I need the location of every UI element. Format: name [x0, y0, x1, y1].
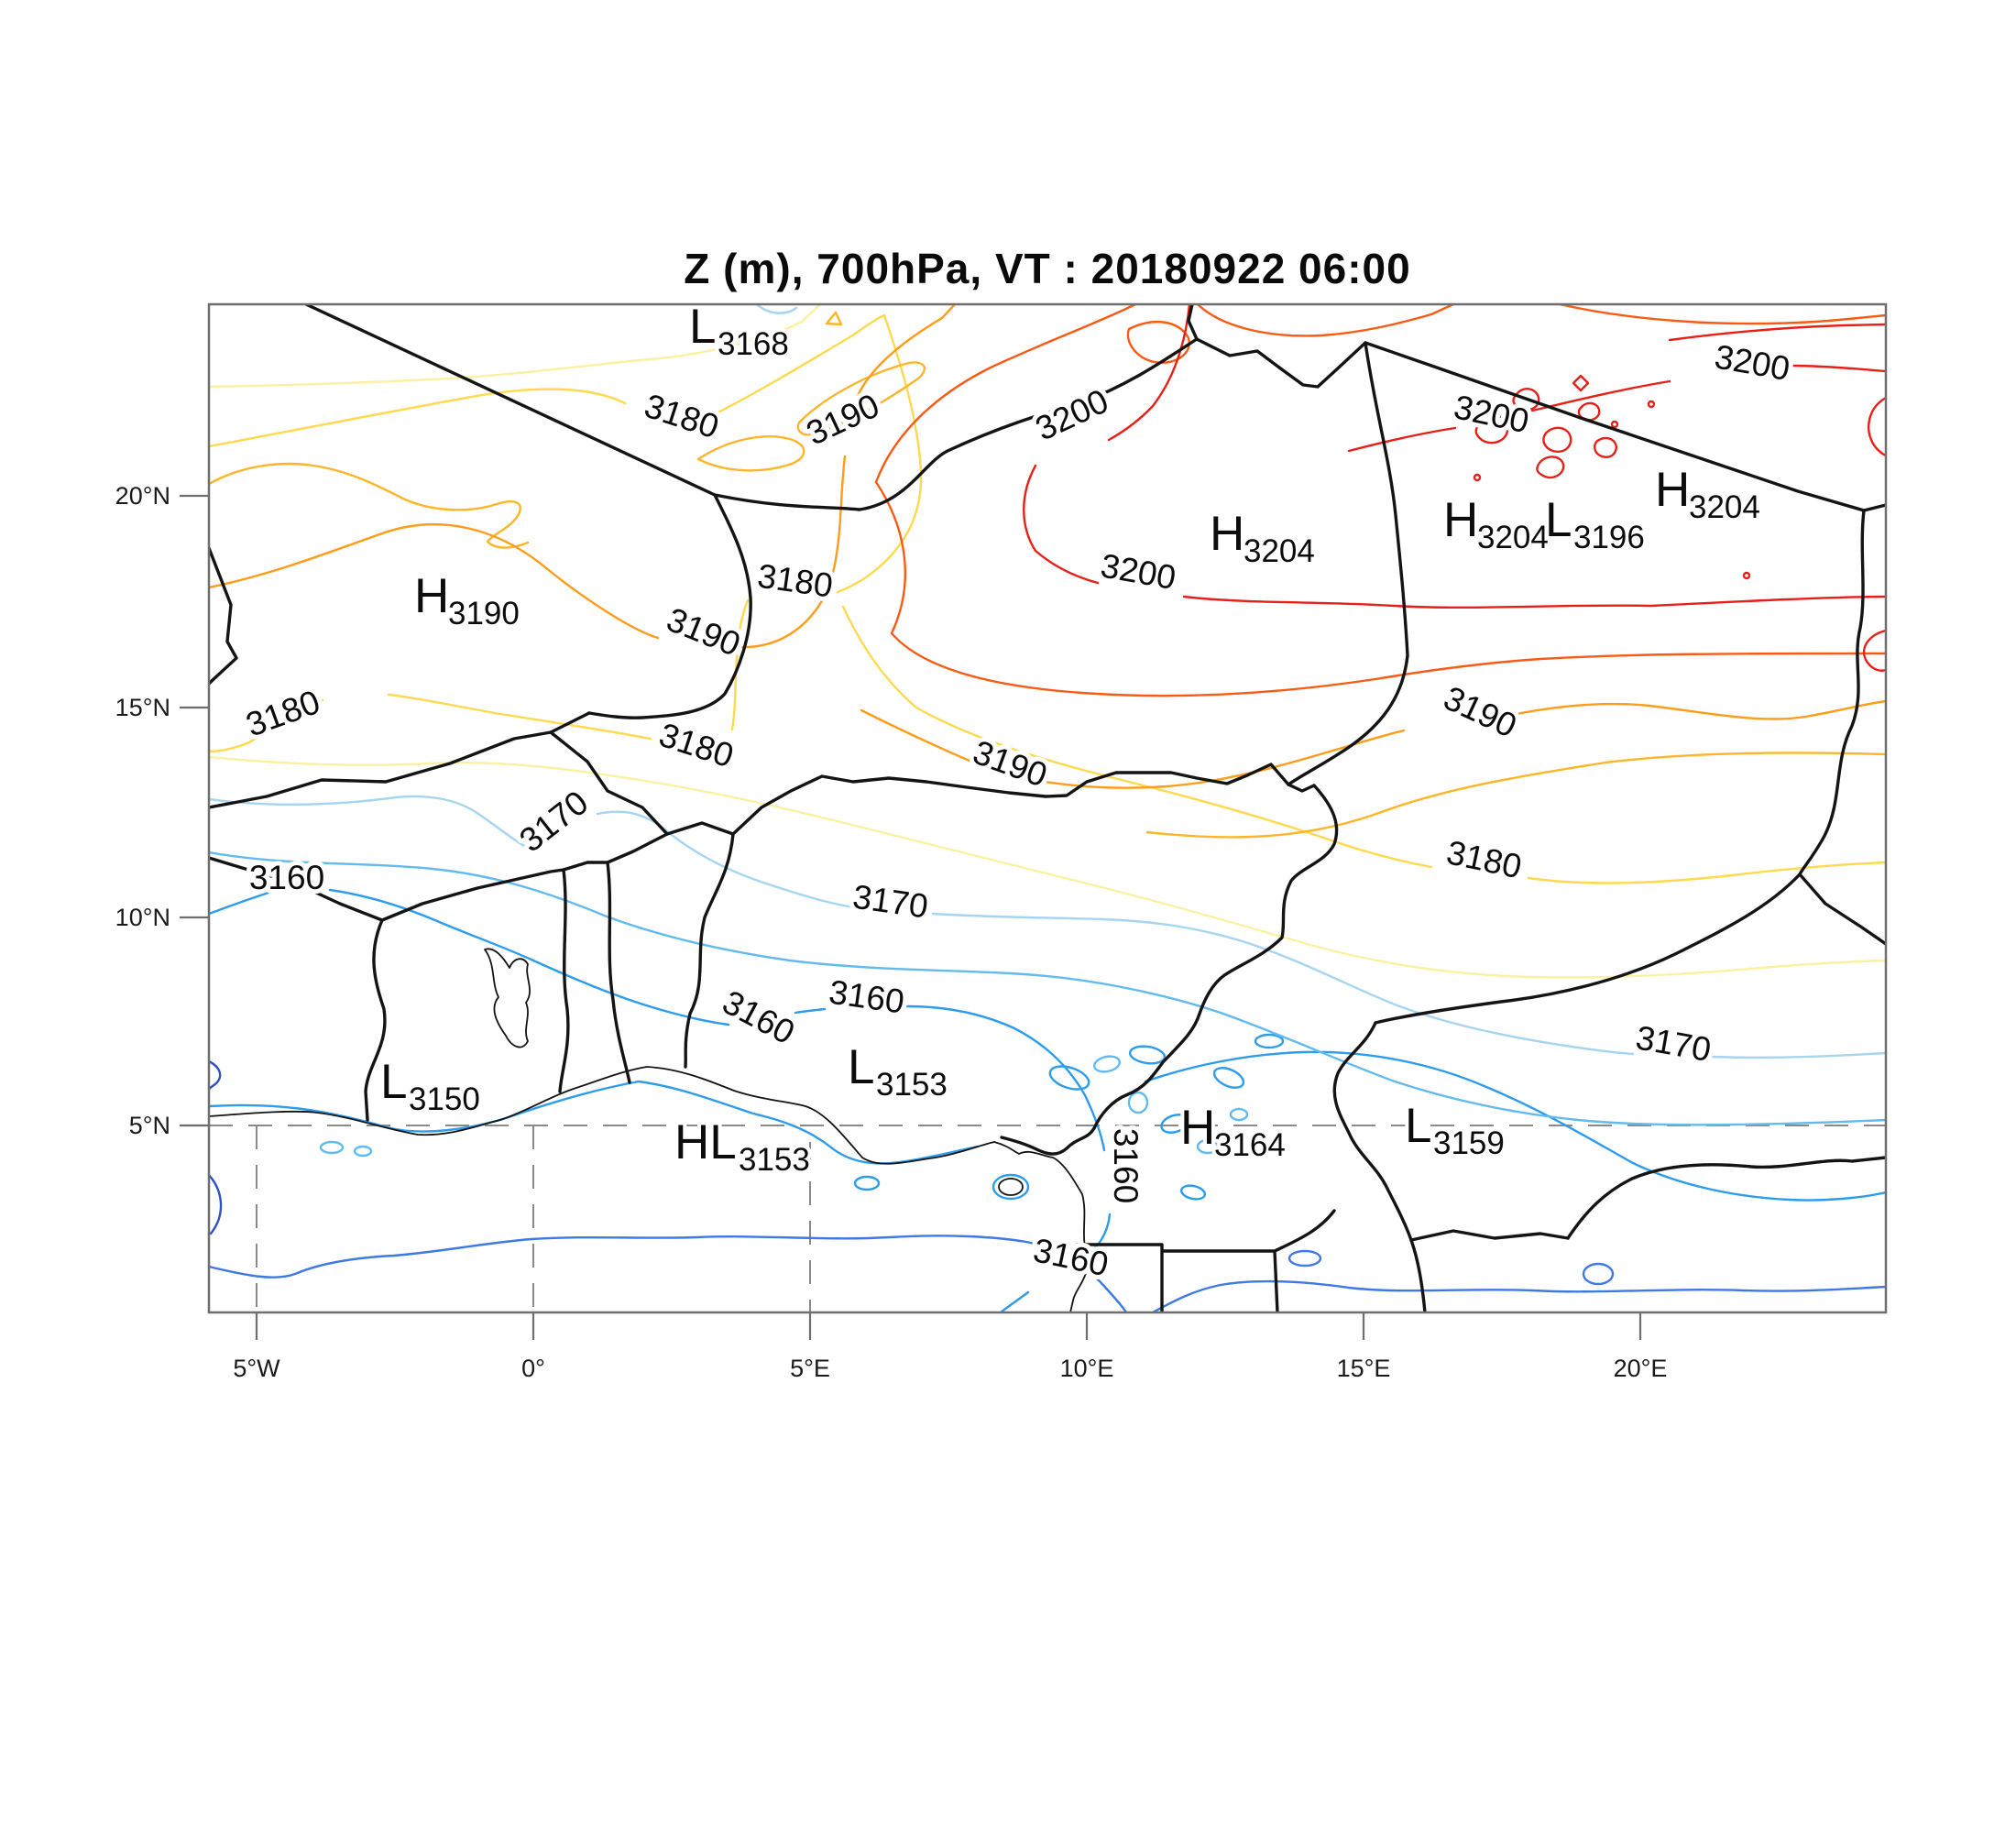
- extremum-value: 3190: [448, 596, 520, 631]
- extremum-letter: HL: [674, 1115, 737, 1169]
- map-title: Z (m), 700hPa, VT : 20180922 06:00: [684, 245, 1411, 292]
- extremum-value: 3159: [1433, 1125, 1505, 1161]
- map-frame: [209, 304, 1886, 1312]
- extremum-letter: L: [689, 300, 717, 354]
- extremum-letter: L: [848, 1040, 875, 1094]
- contour-label: 3160: [1030, 1231, 1112, 1284]
- extremum-letter: H: [1443, 493, 1479, 547]
- contour-label: 3190: [1438, 678, 1523, 745]
- longitude-axis: [233, 1312, 1667, 1382]
- extremum-value: 3164: [1214, 1127, 1286, 1163]
- lon-tick-label: 15°E: [1336, 1355, 1391, 1382]
- contour-label: 3180: [1443, 833, 1526, 886]
- contour-label: 3180: [241, 682, 325, 744]
- extremum-value: 3204: [1689, 489, 1760, 525]
- lon-tick-label: 20°E: [1613, 1355, 1668, 1382]
- extremum-value: 3168: [718, 326, 789, 362]
- extremum-value: 3153: [739, 1142, 810, 1178]
- extremum-value: 3150: [409, 1081, 480, 1117]
- contour-label: 3160: [248, 859, 325, 896]
- lat-tick-label: 10°N: [115, 904, 170, 931]
- contour-label: 3200: [1451, 388, 1533, 441]
- contour-label: 3170: [512, 783, 596, 860]
- contour-label: 3200: [1029, 381, 1114, 448]
- contour-label: 3200: [1098, 546, 1179, 598]
- contour-label: 3160: [716, 982, 801, 1052]
- lon-tick-label: 10°E: [1059, 1355, 1114, 1382]
- latitude-axis: [115, 482, 209, 1139]
- contour-label: 3180: [654, 715, 739, 775]
- lat-tick-label: 5°N: [128, 1112, 170, 1139]
- contour-label: 3160: [827, 972, 907, 1021]
- contour-label: 3180: [640, 386, 724, 446]
- extremum-letter: H: [1180, 1101, 1216, 1155]
- extremum-letter: H: [1655, 463, 1691, 517]
- extremum-letter: H: [1210, 507, 1245, 561]
- extremum-value: 3204: [1477, 520, 1549, 555]
- contour-label: 3180: [755, 556, 836, 605]
- extremum-letter: H: [414, 569, 450, 623]
- extremum-value: 3196: [1573, 520, 1645, 555]
- extremum-value: 3153: [876, 1067, 948, 1103]
- contour-label: 3170: [1633, 1018, 1715, 1070]
- extremum-letter: L: [1545, 493, 1572, 547]
- contour-lines: [209, 304, 1886, 1312]
- contour-label: 3190: [968, 732, 1052, 795]
- lon-tick-label: 5°E: [790, 1355, 830, 1382]
- country-borders: [209, 304, 1886, 1312]
- contour-label: 3160: [1107, 1127, 1145, 1204]
- contour-label: 3190: [800, 386, 885, 453]
- extremum-letter: L: [1405, 1099, 1432, 1153]
- extremum-letter: L: [380, 1055, 408, 1109]
- contour-label: 3200: [1712, 337, 1793, 389]
- contour-label: 3170: [850, 877, 931, 926]
- lon-tick-label: 0°: [521, 1355, 545, 1382]
- lon-tick-label: 5°W: [233, 1355, 280, 1382]
- lat-tick-label: 20°N: [115, 482, 170, 510]
- lat-tick-label: 15°N: [115, 694, 170, 721]
- extremum-value: 3204: [1244, 533, 1315, 569]
- contour-label: 3190: [661, 599, 746, 664]
